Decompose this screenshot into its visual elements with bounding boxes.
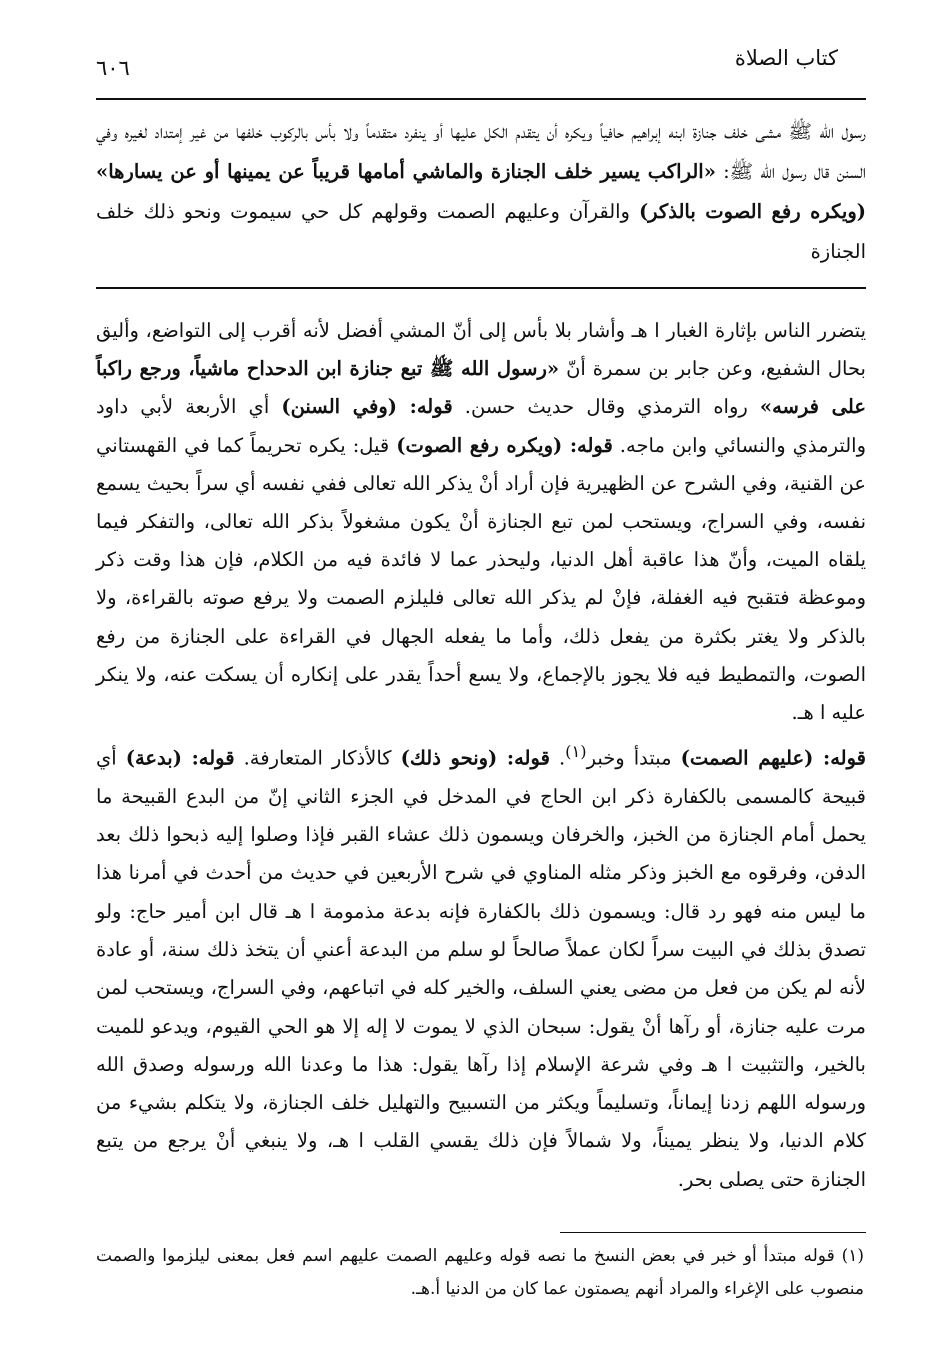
qawluhu-heading: قوله: (وفي السنن) [281, 395, 453, 419]
header-rule [96, 98, 866, 100]
commentary-segment: أي قبيحة كالمسمى بالكفارة ذكر ابن الحاج في المدخل في الجزء الثاني إنّ من البدع القبيحة ما يحمل أمام الجنازة من الخبز، والخرفان ويسمون ذلك عشاء القبر فإذا وصلوا إليه ذبحوا ذلك بعد الدفن، وفرقوه مع الخبز وذكر مثله المناوي في شرح الأربعين في حديث من أحدث في أمرنا هذا ما ليس منه فهو رد قال: ويسمون ذلك بالكفارة فإنه بدعة مذمومة ا هـ قال ابن أمير حاج: ولو تصدق بذلك في البيت سراً لكان عملاً صالحاً لو سلم من البدعة أعني أن يتخذ ذلك سنة، أو عادة لأنه لم يكن من فعل من مضى يعني السلف، والخير كله في اتباعهم، وفي السراج، ويستحب لمن مرت عليه جنازة، أو رآها أنْ يقول: سبحان الذي لا يموت لا إله إلا هو الحي القيوم، ويدعو للميت بالخير، والتثبيت ا هـ وفي شرعة الإسلام إذا رآها يقول: هذا ما وعدنا الله ورسوله وصدق الله ورسوله اللهم زدنا إيماناً، وتسليماً ويكثر من التسبيح والتهليل خلف الجنازة، ولا يتكلم بشيء من كلام الدنيا، ولا ينظر يميناً، ولا شمالاً فإن ذلك يقسي القلب ا هـ، ولا ينبغي أنْ يرجع من يتبع الجنازة حتى يصلى بحر. [96, 746, 866, 1191]
matn-paragraph [96, 112, 866, 272]
commentary-segment: رواه الترمذي وقال حديث حسن. [452, 395, 760, 419]
commentary-segment: قيل: يكره تحريماً كما في القهستاني عن القنية، وفي الشرح عن الظهيرية فإن أراد أنْ يذكر الله تعالى ففي نفسه أي سراً بحيث يسمع نفسه، وفي السراج، ويستحب لمن تبع الجنازة أنْ يكون مشغولاً بذكر الله تعالى، والتفكر فيما يلقاه الميت، وأنّ هذا عاقبة أهل الدنيا، وليحذر عما لا فائدة فيه من الكلام، فإن هذا وقت ذكر وموعظة فتقبح فيه الغفلة، فإنْ لم يذكر الله تعالى فليلزم الصمت ولا يرفع صوته بالقراءة، ولا بالذكر ولا يغتر بكثرة من يفعل ذلك، وأما ما يفعله الجهال في القراءة على الجنازة من رفع الصوت، والتمطيط فيه فلا يجوز بالإجماع، ولا يسع أحداً يقدر على إنكاره أن يسكت عنه، ولا ينكر عليه ا هـ. [96, 433, 866, 725]
footnote-text: (١) قوله مبتدأ أو خبر في بعض النسخ ما نصه قوله وعليهم الصمت عليهم اسم فعل بمعنى ليلزموا والصمت منصوب على الإغراء والمراد أنهم يصمتون عما كان من الدنيا أ.هـ. [96, 1246, 864, 1299]
qawluhu-heading: قوله: (ونحو ذلك) [400, 746, 550, 770]
commentary-paragraph-2 [96, 733, 866, 1199]
matn-bold-segment: «الراكب يسير خلف الجنازة والماشي أمامها قريباً عن يمينها أو عن يسارها» (ويكره رفع الصوت بالذكر) [96, 160, 866, 223]
page-number: ٦٠٦ [96, 56, 130, 80]
qawluhu-heading: قوله: (عليهم الصمت) [680, 746, 866, 770]
hadith-quote: «رسول الله ﷺ تبع جنازة ابن الدحداح ماشياً، ورجع راكباً على فرسه» [96, 357, 866, 419]
qawluhu-heading: قوله: (ويكره رفع الصوت) [396, 433, 613, 457]
page-header [96, 44, 838, 88]
commentary-segment: مبتدأ وخبر [586, 746, 681, 770]
qawluhu-heading: قوله: (بدعة) [125, 746, 235, 770]
running-title: كتاب الصلاة [734, 46, 838, 70]
footnote-reference: (١) [565, 742, 587, 761]
matn-separator-rule [96, 287, 866, 289]
commentary-text [96, 733, 866, 1199]
matn-segment: رسول الله ﷺ مشى خلف جنازة ابنه إبراهيم حافياً ويكره أن يتقدم الكل عليها أو ينفرد متقدماً ولا بأس بالركوب خلفها من غير إمتداد لغيره وفي السنن قال رسول الله ﷺ: [96, 120, 866, 183]
commentary-segment: كالأذكار المتعارفة. [234, 746, 401, 770]
commentary-paragraph-1 [96, 312, 866, 732]
matn-segment: والقرآن وعليهم الصمت وقولهم كل حي سيموت ونحو ذلك خلف الجنازة [96, 200, 866, 263]
footnote-rule [560, 1232, 866, 1233]
matn-text [96, 112, 866, 272]
commentary-segment: . [549, 746, 566, 770]
commentary-segment: يتضرر الناس بإثارة الغبار ا هـ وأشار بلا بأس إلى أنّ المشي أفضل لأنه أقرب إلى التواضع، وأليق بحال الشفيع، وعن جابر بن سمرة أنّ [96, 319, 866, 381]
commentary-segment: أي الأربعة لأبي داود والترمذي والنسائي وابن ماجه. [96, 395, 866, 457]
footnote [96, 1240, 864, 1306]
commentary-text [96, 312, 866, 732]
